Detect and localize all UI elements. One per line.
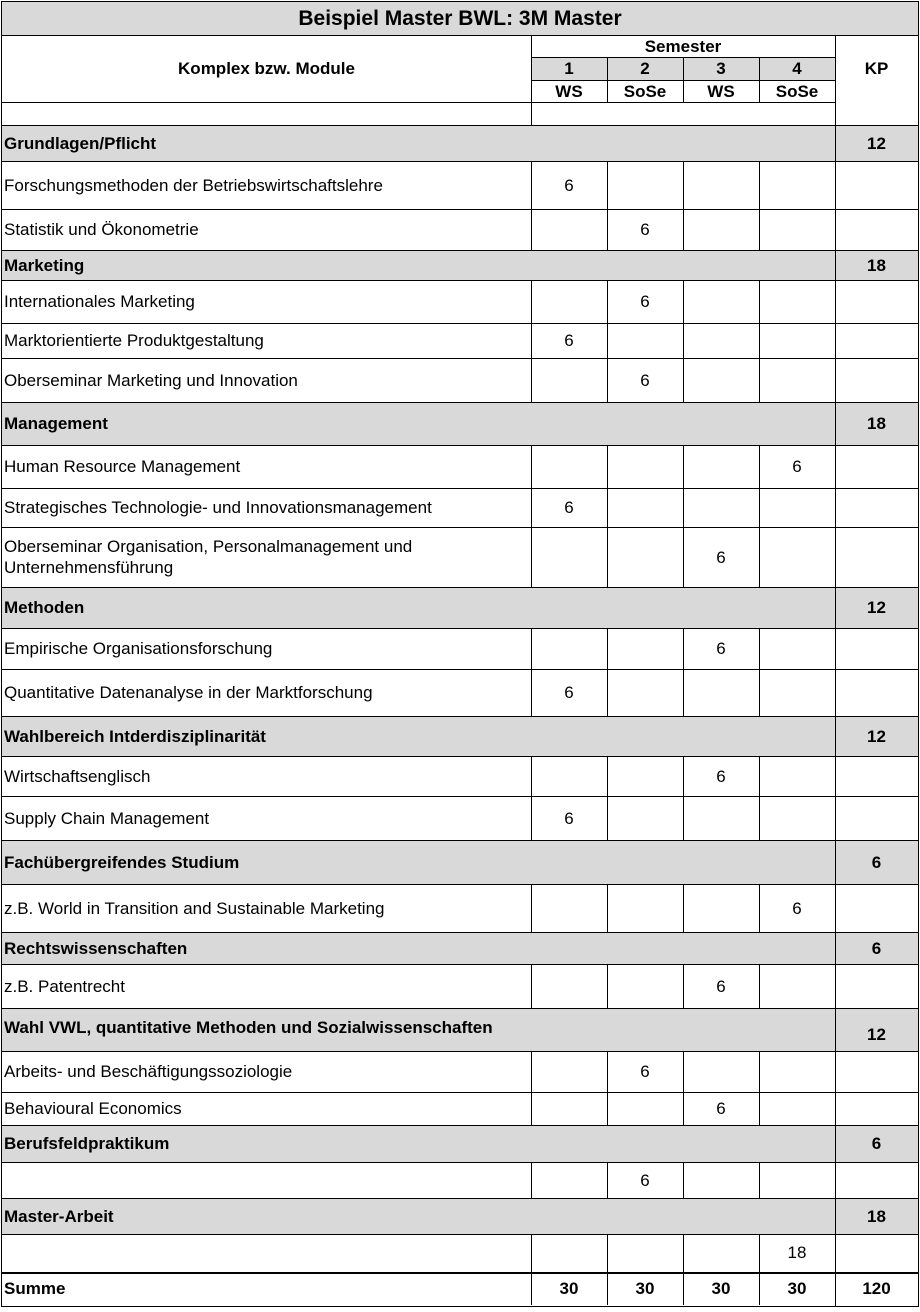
h-rule [2,587,918,588]
v-rule [531,209,532,250]
module-row-label: Supply Chain Management [4,808,210,828]
h-rule [2,1162,918,1163]
semester-number: 3 [683,57,759,80]
h-rule [2,402,918,403]
v-rule [607,756,608,796]
module-semester-value: 6 [640,1062,650,1081]
module-row-label: Arbeits- und Beschäftigungssoziologie [4,1062,293,1081]
v-rule [531,323,532,358]
v-rule [683,1234,684,1272]
module-semester-value: 6 [564,808,574,828]
v-rule [759,527,760,587]
v-rule [531,756,532,796]
category-kp: 6 [835,1125,918,1162]
category-kp: 18 [835,250,918,280]
category-row-label: Management [2,402,835,445]
category-kp: 18 [835,402,918,445]
v-rule [607,628,608,669]
v-rule [531,628,532,669]
module-semester-value: 6 [716,547,726,567]
h-rule [2,1198,918,1199]
module-semester-value: 6 [792,898,802,918]
semester-term: SoSe [775,81,819,101]
summe-value: 30 [559,1279,579,1298]
v-rule [683,884,684,932]
category-kp: 12 [835,1008,918,1051]
h-rule [2,1,918,2]
v-rule [531,1272,532,1305]
v-rule [531,796,532,840]
v-rule [531,884,532,932]
semester-number: 2 [607,57,683,80]
v-rule [759,669,760,716]
semester-number: 4 [759,57,835,80]
h-rule [2,280,918,281]
module-semester-value: 6 [640,1170,650,1190]
v-rule [607,884,608,932]
v-rule [531,1092,532,1125]
category-row-label: Rechtswissenschaften [2,932,835,964]
category-row-label: Fachübergreifendes Studium [2,840,835,884]
module-semester-value: 6 [640,292,650,311]
module-semester-value: 6 [792,457,802,476]
category-row-label: Marketing [2,250,835,280]
v-rule [683,1162,684,1198]
summe-value: 30 [635,1279,655,1298]
h-rule [2,669,918,670]
h-rule [2,964,918,965]
v-rule [531,527,532,587]
v-rule [531,445,532,488]
module-row-label: Oberseminar Marketing und Innovation [4,370,298,390]
module-semester-value: 6 [564,683,574,702]
category-row-label: Methoden [2,587,835,628]
h-rule [2,840,918,841]
h-rule [2,102,835,103]
h-rule [2,250,918,251]
category-kp: 18 [835,1198,918,1234]
v-rule [759,1234,760,1272]
v-rule [607,323,608,358]
category-row-label: Grundlagen/Pflicht [2,125,835,161]
v-rule [607,445,608,488]
h-rule [2,1008,918,1009]
v-rule [531,1234,532,1272]
v-rule [683,1092,684,1125]
v-rule [531,358,532,402]
h-rule [2,488,918,489]
module-semester-value: 6 [564,498,574,517]
v-rule [759,445,760,488]
h-rule [2,1125,918,1126]
summe-label: Summe [4,1279,66,1298]
category-row-label: Wahl VWL, quantitative Methoden und Sozialwissenschaften [2,1008,835,1051]
h-rule [2,796,918,797]
v-rule [607,669,608,716]
v-rule [531,161,532,209]
v-rule [683,358,684,402]
v-rule [683,669,684,716]
v-rule [1,1,2,1307]
v-rule [918,1,919,1307]
v-rule [683,796,684,840]
h-rule [2,35,918,36]
category-kp: 6 [835,932,918,964]
v-rule [759,57,760,102]
category-row-label: Berufsfeldpraktikum [2,1125,835,1162]
v-rule [759,1092,760,1125]
category-row-label: Master-Arbeit [2,1198,835,1234]
module-row-label: z.B. Patentrecht [4,976,125,996]
module-semester-value: 6 [716,766,726,786]
module-row-label: Quantitative Datenanalyse in der Marktforschung [4,683,373,702]
v-rule [683,1051,684,1092]
module-row-label: Statistik und Ökonometrie [4,220,199,239]
v-rule [607,358,608,402]
h-rule [2,1234,918,1235]
category-kp: 6 [835,840,918,884]
module-row-label: Behavioural Economics [4,1099,182,1118]
v-rule [759,796,760,840]
h-rule [2,161,918,162]
module-row-label: Oberseminar Organisation, Personalmanagement und Unternehmensführung [4,537,413,577]
module-row-label: Wirtschaftsenglisch [4,766,151,786]
v-rule [759,209,760,250]
summe-value: 30 [711,1279,731,1298]
v-rule [607,1051,608,1092]
module-semester-value: 6 [564,175,574,195]
v-rule [607,1092,608,1125]
module-semester-value: 6 [716,1099,726,1118]
v-rule [531,1162,532,1198]
module-row-label: Forschungsmethoden der Betriebswirtschaftslehre [4,175,383,195]
v-rule [683,445,684,488]
h-rule [2,323,918,324]
h-rule [2,445,918,446]
v-rule [683,628,684,669]
module-column-header: Komplex bzw. Module [178,59,355,78]
v-rule [759,1051,760,1092]
table-title: Beispiel Master BWL: 3M Master [2,2,918,35]
v-rule [607,1234,608,1272]
module-row-label: Strategisches Technologie- und Innovationsmanagement [4,498,432,517]
semester-header: Semester [644,36,722,56]
h-rule [2,358,918,359]
v-rule [531,488,532,527]
kp-header: KP [864,59,889,78]
module-semester-value: 18 [787,1243,807,1262]
summe-value: 30 [787,1279,807,1298]
module-row-label: Empirische Organisationsforschung [4,639,273,658]
v-rule [759,628,760,669]
v-rule [607,161,608,209]
v-rule [759,358,760,402]
v-rule [759,1162,760,1198]
summe-kp: 120 [862,1279,891,1298]
v-rule [607,57,608,102]
h-rule [2,527,918,528]
h-rule [2,932,918,933]
semester-term: WS [707,81,735,101]
v-rule [759,964,760,1008]
v-rule [683,57,684,102]
category-row-label: Wahlbereich Intderdisziplinarität [2,716,835,756]
v-rule [683,756,684,796]
module-semester-value: 6 [716,639,726,658]
v-rule [683,1272,684,1305]
v-rule [607,796,608,840]
module-row-label [2,1234,531,1272]
v-rule [759,756,760,796]
h-rule [2,1051,918,1052]
v-rule [531,280,532,323]
v-rule [683,323,684,358]
module-row-label: Human Resource Management [4,457,241,476]
v-rule [759,488,760,527]
category-kp: 12 [835,587,918,628]
v-rule [759,280,760,323]
module-row-label: Internationales Marketing [4,292,195,311]
module-row-label [2,1162,531,1198]
v-rule [531,102,532,125]
module-row-label: Marktorientierte Produktgestaltung [4,331,264,350]
v-rule [759,323,760,358]
h-rule [2,884,918,885]
v-rule [683,964,684,1008]
h-rule [2,1272,918,1274]
category-kp: 12 [835,125,918,161]
v-rule [607,527,608,587]
v-rule [683,488,684,527]
v-rule [759,884,760,932]
v-rule [531,669,532,716]
v-rule [683,527,684,587]
v-rule [607,964,608,1008]
v-rule [759,161,760,209]
v-rule [683,280,684,323]
v-rule [835,35,836,1306]
category-kp: 12 [835,716,918,756]
v-rule [607,488,608,527]
h-rule [2,1306,918,1307]
v-rule [683,161,684,209]
v-rule [683,209,684,250]
module-semester-value: 6 [640,220,650,239]
v-rule [531,1051,532,1092]
v-rule [759,1272,760,1305]
semester-term: SoSe [623,81,667,101]
module-row-label: z.B. World in Transition and Sustainable Marketing [4,898,385,918]
v-rule [607,1272,608,1305]
semester-term: WS [555,81,583,101]
h-rule [2,716,918,717]
h-rule [2,756,918,757]
h-rule [2,628,918,629]
h-rule [2,1092,918,1093]
h-rule [2,209,918,210]
module-semester-value: 6 [564,331,574,350]
module-semester-value: 6 [716,976,726,996]
semester-number: 1 [531,57,607,80]
v-rule [607,1162,608,1198]
v-rule [607,209,608,250]
h-rule [2,125,918,126]
v-rule [607,280,608,323]
v-rule [531,964,532,1008]
module-semester-value: 6 [640,370,650,390]
